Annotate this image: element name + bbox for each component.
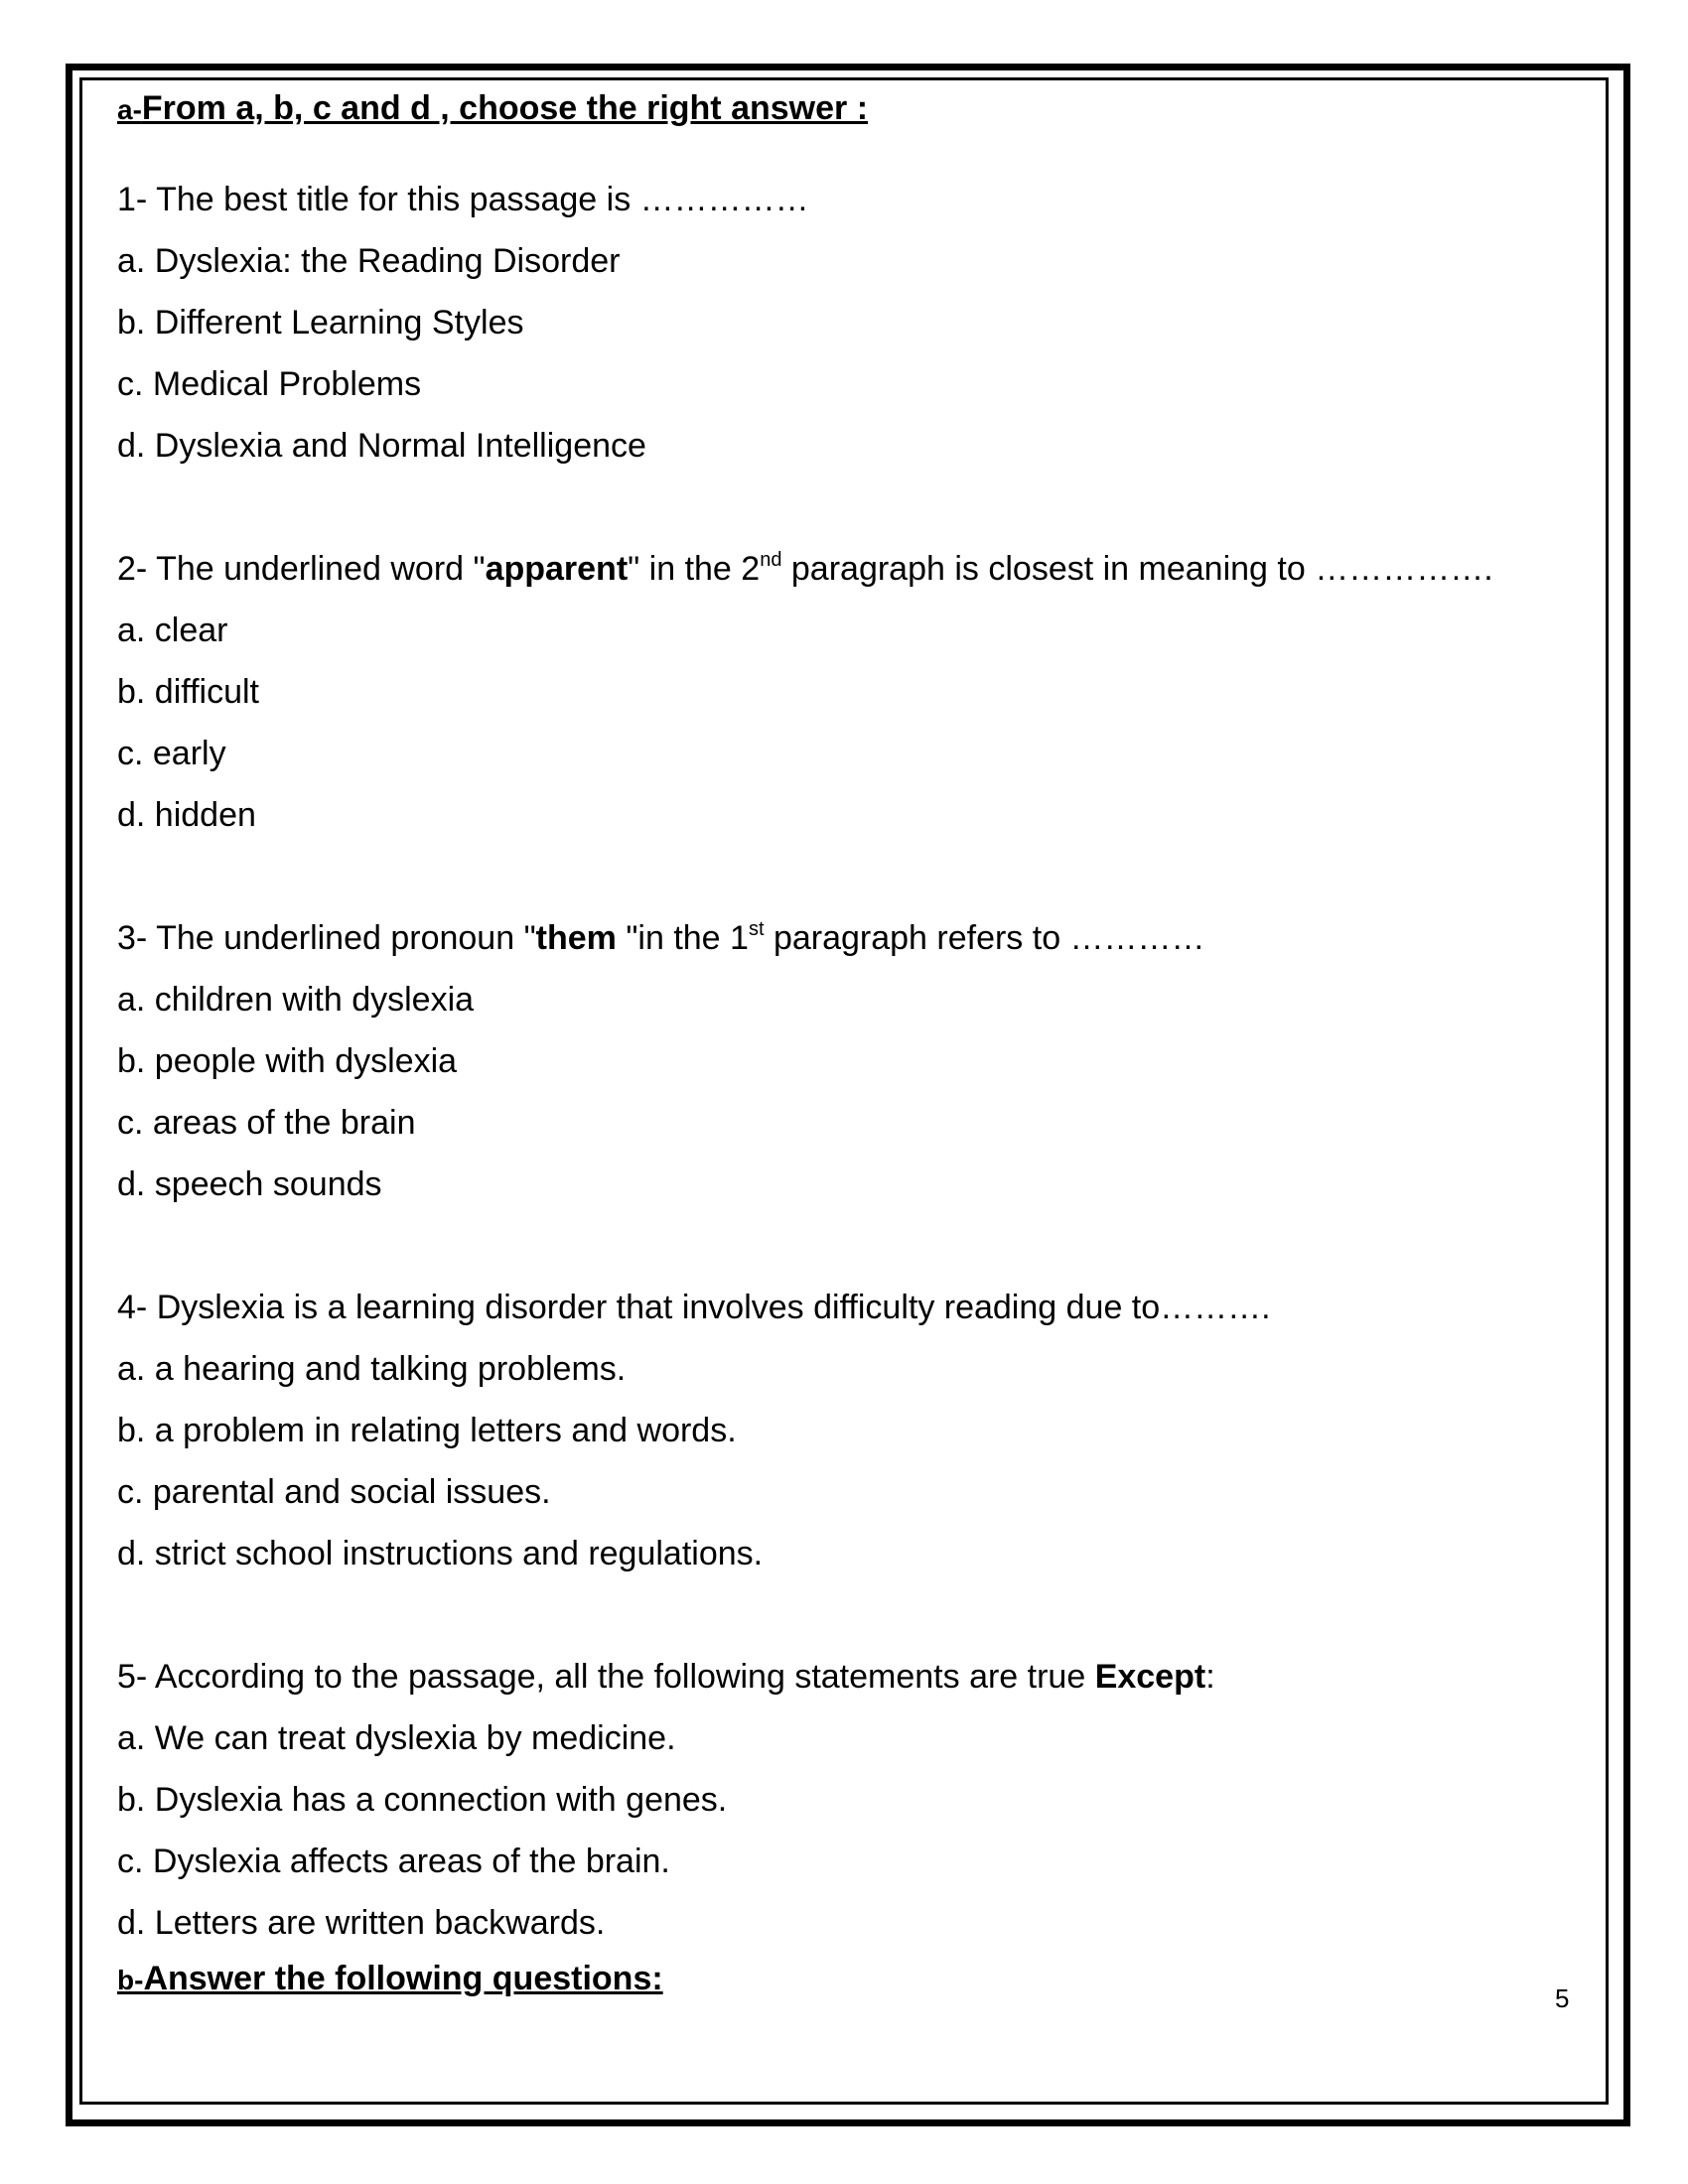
answer-option: a. We can treat dyslexia by medicine.: [117, 1719, 676, 1757]
section-title: Answer the following questions:: [143, 1960, 663, 1997]
answer-option: b. Dyslexia has a connection with genes.: [117, 1781, 728, 1819]
answer-option: c. early: [117, 735, 226, 772]
question-stem: 5- According to the passage, all the following statements are true Except:: [117, 1658, 1215, 1696]
answer-option: a. children with dyslexia: [117, 981, 475, 1019]
question-stem: 3- The underlined pronoun "them "in the 1st paragraph refers to …………: [117, 918, 1205, 957]
answer-option: b. Different Learning Styles: [117, 304, 524, 341]
answer-option: d. hidden: [117, 796, 256, 834]
section-letter: a-: [117, 94, 142, 125]
answer-option: d. Dyslexia and Normal Intelligence: [117, 427, 646, 465]
answer-option: a. a hearing and talking problems.: [117, 1350, 627, 1388]
section-a-heading: [117, 77, 1547, 139]
answer-option: c. parental and social issues.: [117, 1473, 551, 1511]
answer-option: b. a problem in relating letters and words.: [117, 1412, 737, 1449]
answer-option: b. people with dyslexia: [117, 1042, 458, 1080]
answer-option: d. strict school instructions and regulations.: [117, 1535, 764, 1572]
question-stem: 1- The best title for this passage is ……………: [117, 181, 809, 218]
worksheet-content: [117, 77, 1547, 2003]
answer-option: a. Dyslexia: the Reading Disorder: [117, 242, 621, 280]
keyword: them: [535, 919, 617, 957]
answer-option: a. clear: [117, 612, 228, 649]
answer-option: b. difficult: [117, 673, 260, 711]
section-title: From a, b, c and d , choose the right answer :: [141, 89, 869, 127]
section-letter: b-: [117, 1965, 144, 1995]
keyword: Except: [1094, 1658, 1206, 1696]
answer-option: c. areas of the brain: [117, 1104, 416, 1142]
answer-option: d. Letters are written backwards.: [117, 1904, 606, 1942]
answer-option: d. speech sounds: [117, 1165, 382, 1203]
question-stem: 2- The underlined word "apparent" in the 2nd paragraph is closest in meaning to …………….: [117, 549, 1493, 588]
keyword: apparent: [485, 550, 629, 588]
section-b-heading: [117, 1954, 1547, 2003]
answer-option: c. Medical Problems: [117, 365, 422, 403]
page-number: 5: [1555, 1983, 1570, 2013]
question-stem: 4- Dyslexia is a learning disorder that involves difficulty reading due to……….: [117, 1289, 1271, 1326]
answer-option: c. Dyslexia affects areas of the brain.: [117, 1843, 670, 1880]
